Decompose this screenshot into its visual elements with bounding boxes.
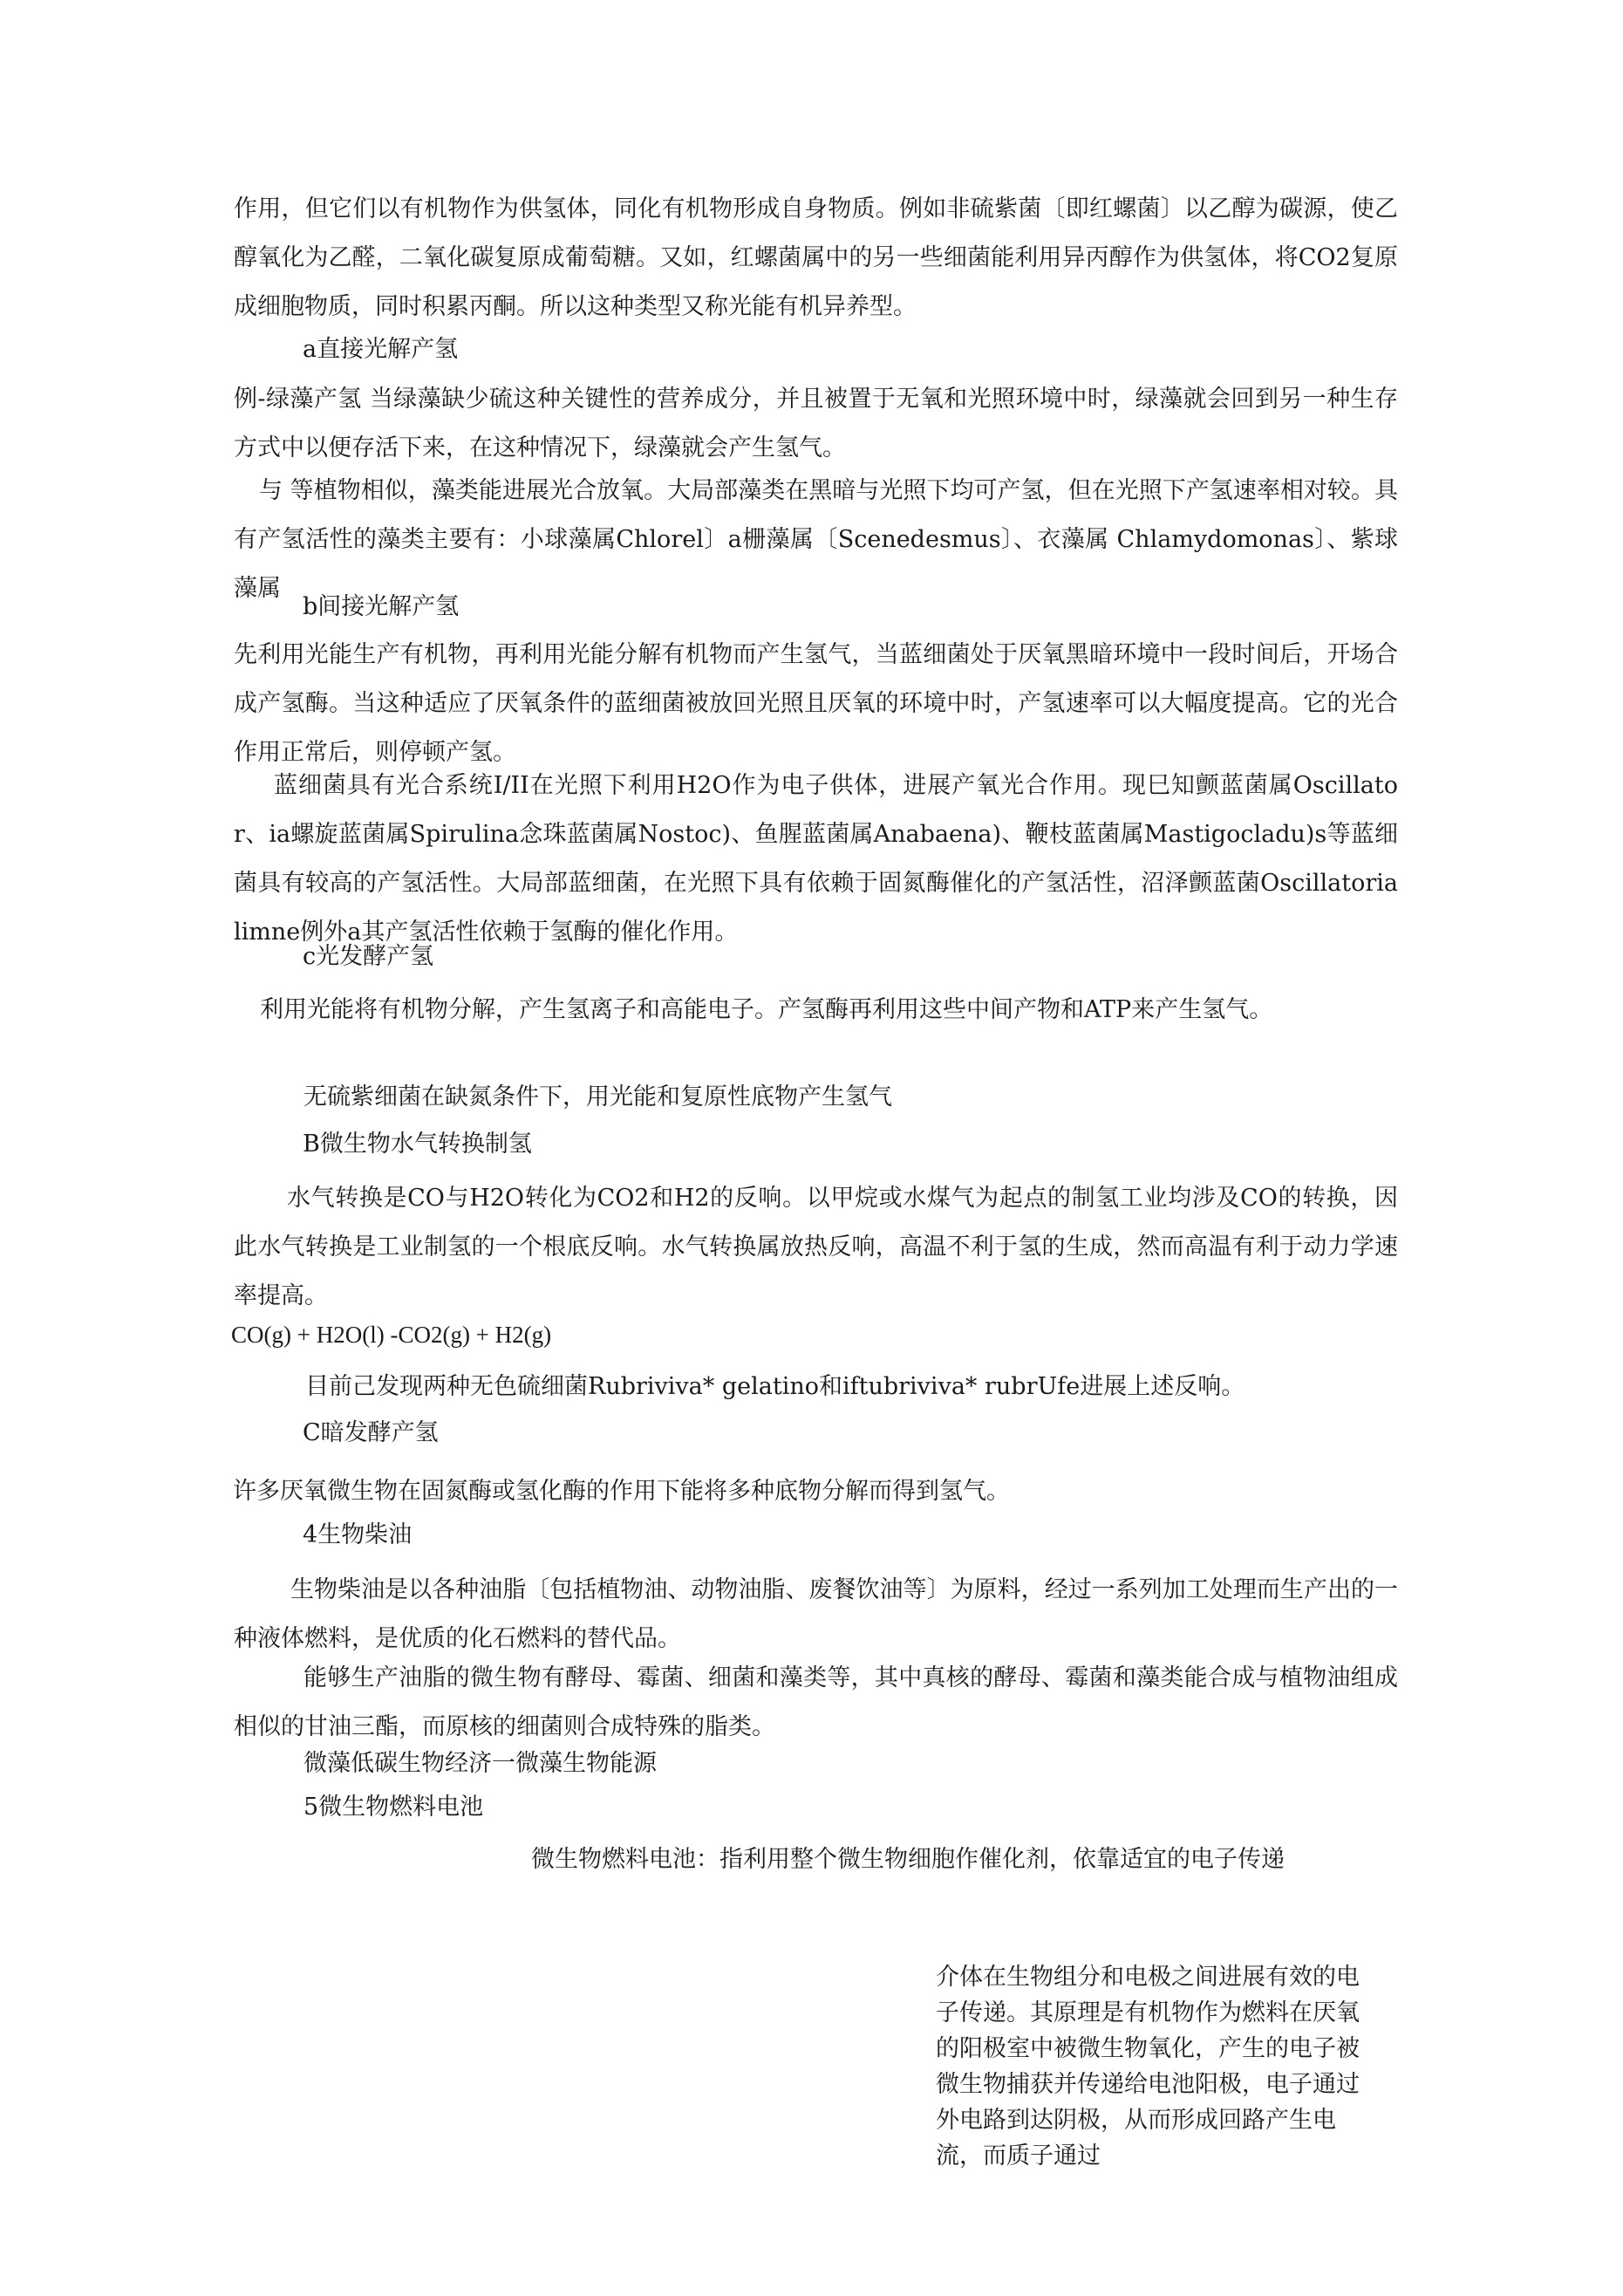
heading-direct-photolysis: a直接光解产氢 [303,336,459,363]
heading-dark-fermentation: C暗发酵产氢 [303,1419,439,1446]
paragraph-sulfur-bacteria: 目前己发现两种无色硫细菌Rubriviva* gelatino和iftubriviva* rubrUfe进展上述反响。 [305,1373,1245,1400]
paragraph-algae-photosynthesis: 与 等植物相似，藻类能进展光合放氧。大局部藻类在黑暗与光照下均可产氢，但在光照下产氢速率相对较。具有产氢活性的藻类主要有：小球藻属Chlorel〕a栅藻属〔Scenedesmus〕、衣藻属 Chlamydomonas〕、紫球藻属 [234,477,1398,602]
paragraph-oil-producing-microbes: 能够生产油脂的微生物有酵母、霉菌、细菌和藻类等，其中真核的酵母、霉菌和藻类能合成与植物油组成相似的甘油三酯，而原核的细菌则合成特殊的脂类。 [234,1664,1398,1740]
paragraph-water-gas-shift: 水气转换是CO与H2O转化为CO2和H2的反响。以甲烷或水煤气为起点的制氢工业均涉及CO的转换，因此水气转换是工业制氢的一个根底反响。水气转换属放热反响，高温不利于氢的生成，然而高温有利于动力学速率提高。 [234,1185,1398,1309]
heading-indirect-photolysis: b间接光解产氢 [303,593,460,620]
paragraph-photo-organoheterotroph: 作用，但它们以有机物作为供氢体，同化有机物形成自身物质。例如非硫紫菌〔即红螺菌〕以乙醇为碳源，使乙醇氧化为乙醛，二氧化碳复原成葡萄糖。又如，红螺菌属中的另一些细菌能利用异丙醇作为供氢体，将CO2复原成细胞物质，同时积累丙酮。所以这种类型又称光能有机异养型。 [234,195,1398,320]
paragraph-anaerobic-microbes: 许多厌氧微生物在固氮酶或氢化酶的作用下能将多种底物分解而得到氢气。 [233,1478,1010,1505]
heading-photo-fermentation: c光发酵产氢 [303,943,434,970]
paragraph-mfc-principle: 介体在生物组分和电极之间进展有效的电子传递。其原理是有机物作为燃料在厌氧的阳极室中被微生物氧化，产生的电子被微生物捕获并传递给电池阳极，电子通过外电路到达阴极，从而形成回路产生电流，而质子通过 [936,1964,1360,2170]
paragraph-biodiesel-definition: 生物柴油是以各种油脂〔包括植物油、动物油脂、废餐饮油等〕为原料，经过一系列加工处理而生产出的一种液体燃料，是优质的化石燃料的替代品。 [234,1576,1398,1652]
heading-microbial-fuel-cell: 5微生物燃料电池 [303,1794,484,1821]
heading-water-gas-shift: B微生物水气转换制氢 [303,1131,532,1158]
paragraph-purple-bacteria: 无硫紫细菌在缺氮条件下，用光能和复原性底物产生氢气 [303,1083,892,1110]
paragraph-cyanobacteria-species: 蓝细菌具有光合系统I/II在光照下利用H2O作为电子供体，进展产氧光合作用。现巳知颤蓝菌属Oscillator、ia螺旋蓝菌属Spirulina念珠蓝菌属Nostoc)、鱼腥蓝菌属Anabaena)、鞭枝蓝菌属Mastigocladu)s等蓝细菌具有较高的产氢活性。大局部蓝细菌，在光照下具有依赖于固氮酶催化的产氢活性，沼泽颤蓝菌Oscillatoria limne例外a其产氢活性依赖于氢酶的催化作用。 [234,772,1398,946]
paragraph-microalgae-economy: 微藻低碳生物经济一微藻生物能源 [303,1750,657,1777]
paragraph-mfc-definition: 微生物燃料电池：指利用整个微生物细胞作催化剂，依靠适宜的电子传递 [531,1846,1285,1873]
paragraph-cyanobacteria-dark: 先利用光能生产有机物，再利用光能分解有机物而产生氢气，当蓝细菌处于厌氧黑暗环境中一段时间后，开场合成产氢酶。当这种适应了厌氧条件的蓝细菌被放回光照且厌氧的环境中时，产氢速率可以大幅度提高。它的光合作用正常后，则停顿产氢。 [234,641,1398,766]
paragraph-photo-fermentation: 利用光能将有机物分解，产生氢离子和高能电子。产氢酶再利用这些中间产物和ATP来产生氢气。 [260,996,1273,1023]
paragraph-green-algae: 例-绿藻产氢 当绿藻缺少硫这种关键性的营养成分，并且被置于无氧和光照环境中时，绿藻就会回到另一种生存方式中以便存活下来，在这种情况下，绿藻就会产生氢气。 [234,386,1398,461]
chemical-equation: CO(g) + H2O(l) -CO2(g) + H2(g) [231,1322,552,1348]
heading-biodiesel: 4生物柴油 [303,1521,413,1548]
